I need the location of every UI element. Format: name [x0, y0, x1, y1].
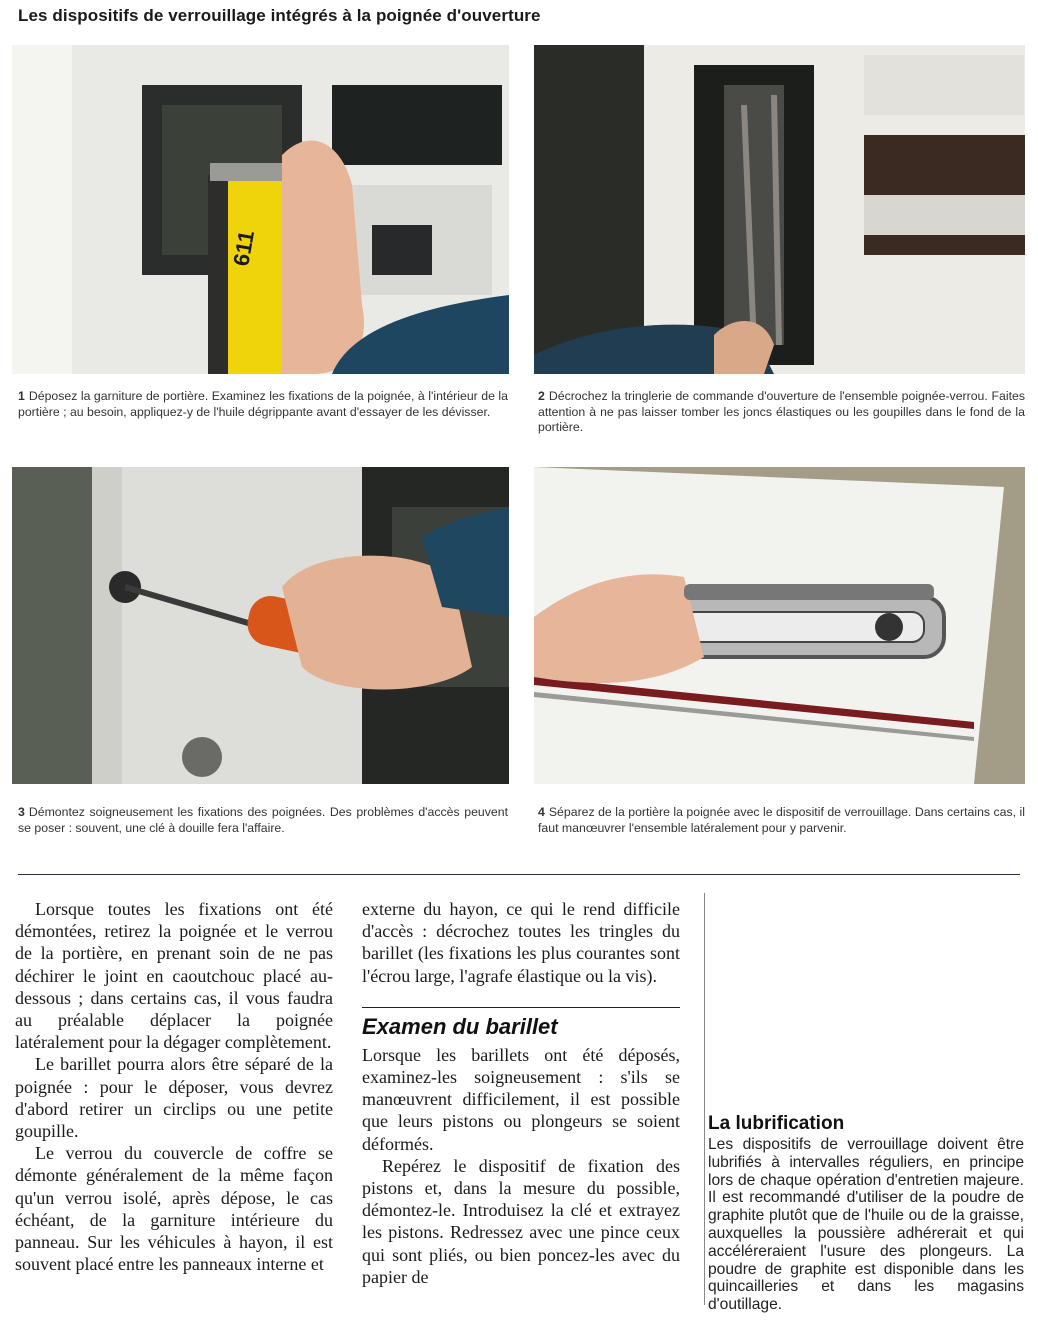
photo-2-caption	[538, 389, 1025, 436]
photo-4	[534, 467, 1025, 784]
sidebar-heading: La lubrification	[708, 1113, 845, 1134]
photo-4-caption	[538, 805, 1025, 836]
section-divider	[18, 874, 1020, 875]
photo-2	[534, 45, 1025, 374]
photo-2-caption-text: Décrochez la tringlerie de commande d'ouverture de l'ensemble poignée-verrou. Faites attention à ne pas laisser tomber les joncs élastiques ou les goupilles dans le fond de la portière.	[538, 389, 1025, 434]
body-paragraph: Le barillet pourra alors être séparé de la poignée : pour le déposer, vous devrez d'abord retirer un circlips ou une petite goupille.	[15, 1054, 333, 1142]
body-paragraph: Lorsque les barillets ont été déposés, examinez-les soigneusement : s'ils se manœuvrent difficilement, il est possible que leurs pistons ou plongeurs se soient déformés.	[362, 1044, 680, 1154]
photo-1-caption-text: Déposez la garniture de portière. Examinez les fixations de la poignée, à l'intérieur de la portière ; au besoin, appliquez-y de l'huile dégrippante avant d'essayer de les dévisser.	[18, 389, 508, 419]
body-paragraph: externe du hayon, ce qui le rend difficile d'accès : décrochez toutes les tringles du barillet (les fixations les plus courantes sont l'écrou large, l'agrafe élastique ou la vis).	[362, 899, 680, 986]
body-paragraph: Le verrou du couvercle de coffre se démonte généralement de la même façon qu'un verrou isolé, après dépose, le cas échéant, de la garniture intérieure du panneau. Sur les véhicules à hayon, il est souvent placé entre les panneaux interne et	[15, 1143, 333, 1275]
section-heading: Examen du barillet	[362, 1013, 558, 1039]
column-divider	[704, 893, 705, 1305]
photo-3-caption-text: Démontez soigneusement les fixations des poignées. Des problèmes d'accès peuvent se poser : souvent, une clé à douille fera l'affaire.	[18, 805, 508, 835]
body-paragraph: Lorsque toutes les fixations ont été démontées, retirez la poignée et le verrou de la portière, en prenant soin de ne pas déchirer le joint en caoutchouc placé au-dessous ; dans certains cas, il vous faudra au préalable déplacer la poignée latéralement pour la dégager complètement.	[15, 899, 333, 1053]
sidebar-box	[708, 1112, 1024, 1314]
photo-3-caption	[18, 805, 508, 836]
photo-3	[12, 467, 509, 784]
photo-1	[12, 45, 509, 374]
body-column-1	[15, 898, 333, 1275]
spray-can-label: 611	[228, 228, 260, 268]
photo-4-caption-text: Séparez de la portière la poignée avec le dispositif de verrouillage. Dans certains cas, il faut manœuvrer l'ensemble latéralement pour y parvenir.	[538, 805, 1025, 835]
section-heading-rule	[362, 1007, 680, 1008]
page-title: Les dispositifs de verrouillage intégrés à la poignée d'ouverture	[18, 6, 541, 25]
photo-4-number: 4	[538, 805, 545, 819]
photo-2-number: 2	[538, 389, 545, 403]
photo-3-number: 3	[18, 805, 25, 819]
photo-1-caption	[18, 389, 508, 420]
sidebar-text: Les dispositifs de verrouillage doivent être lubrifiés à intervalles réguliers, en principe lors de chaque opération d'entretien majeure. Il est recommandé d'utiliser de la poudre de graphite plutôt que de l'huile ou de la graisse, auxquelles la poussière adhérerait et qui accéléreraient l'usure des plongeurs. La poudre de graphite est disponible dans les quincailleries et dans les magasins d'outillage.	[708, 1136, 1024, 1314]
photo-1-number: 1	[18, 389, 25, 403]
body-column-2	[362, 898, 680, 1288]
body-paragraph: Repérez le dispositif de fixation des pistons et, dans la mesure du possible, démontez-le. Introduisez la clé et extrayez les pistons. Redressez avec une pince ceux qui sont pliés, ou bien poncez-les avec du papier de	[362, 1155, 680, 1287]
